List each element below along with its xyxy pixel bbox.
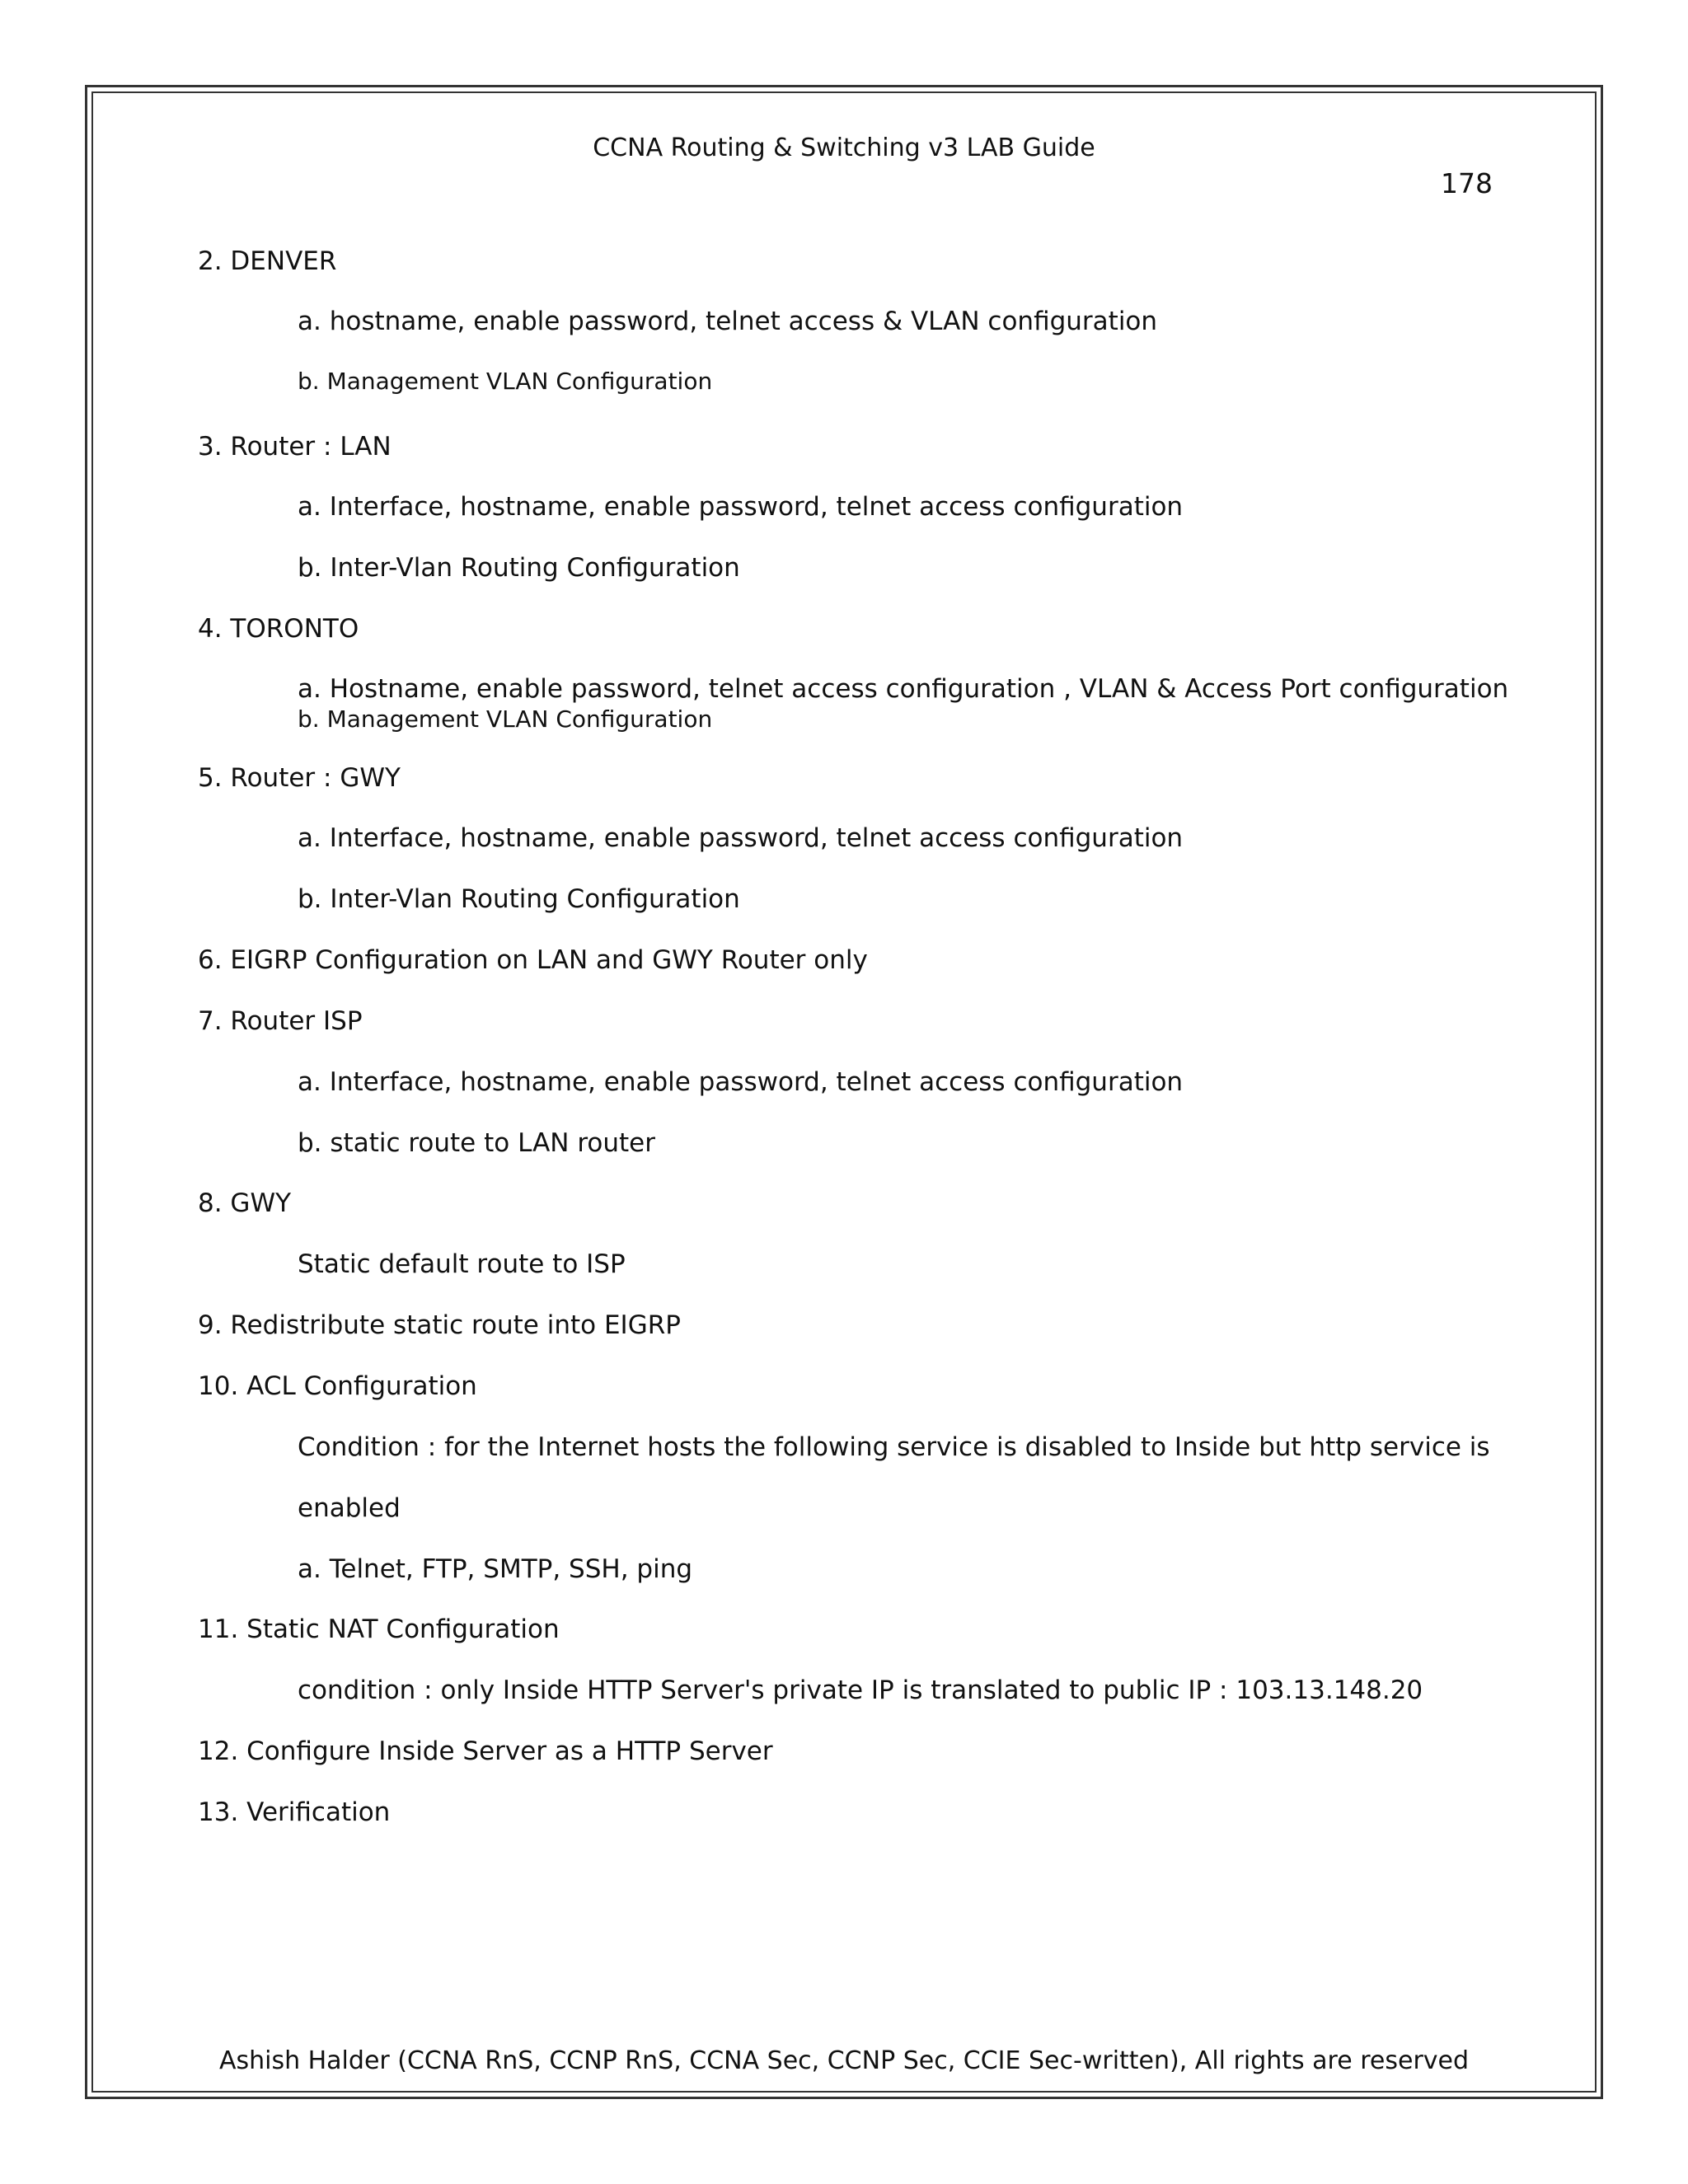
list-item: 10. ACL Configuration <box>198 1371 477 1401</box>
list-subitem: condition : only Inside HTTP Server's private IP is translated to public IP : 103.13.148.20 <box>298 1675 1423 1705</box>
list-subitem: a. Interface, hostname, enable password, telnet access configuration <box>298 823 1184 853</box>
list-item: 7. Router ISP <box>198 1006 363 1036</box>
page-footer: Ashish Halder (CCNA RnS, CCNP RnS, CCNA Sec, CCNP Sec, CCIE Sec-written), All rights are reserved <box>218 2046 1470 2075</box>
list-item: 3. Router : LAN <box>198 432 392 462</box>
list-subitem: a. Telnet, FTP, SMTP, SSH, ping <box>298 1554 693 1584</box>
list-item: 12. Configure Inside Server as a HTTP Server <box>198 1736 773 1766</box>
list-subitem: a. Interface, hostname, enable password, telnet access configuration <box>298 492 1184 522</box>
list-subitem: b. Management VLAN Configuration <box>298 705 713 733</box>
list-subitem: Static default route to ISP <box>298 1249 626 1279</box>
page-header-title: CCNA Routing & Switching v3 LAB Guide <box>593 134 1095 162</box>
list-subitem: a. Hostname, enable password, telnet access configuration , VLAN & Access Port configuration <box>298 674 1509 704</box>
list-subitem: b. Management VLAN Configuration <box>298 368 713 395</box>
list-subitem: b. Inter-Vlan Routing Configuration <box>298 553 740 583</box>
list-subitem: a. Interface, hostname, enable password, telnet access configuration <box>298 1067 1184 1097</box>
list-item: 6. EIGRP Configuration on LAN and GWY Router only <box>198 945 868 975</box>
list-item: 5. Router : GWY <box>198 763 401 793</box>
list-subitem: Condition : for the Internet hosts the following service is disabled to Inside but http service is <box>298 1432 1490 1462</box>
list-item: 11. Static NAT Configuration <box>198 1615 560 1644</box>
list-subitem: a. hostname, enable password, telnet access & VLAN configuration <box>298 307 1158 336</box>
list-item: 4. TORONTO <box>198 614 359 644</box>
page-number: 178 <box>1441 167 1493 199</box>
list-item: 13. Verification <box>198 1797 391 1827</box>
list-subitem: b. Inter-Vlan Routing Configuration <box>298 884 740 914</box>
list-subitem: b. static route to LAN router <box>298 1128 655 1158</box>
list-subitem: enabled <box>298 1493 401 1523</box>
list-item: 2. DENVER <box>198 246 337 276</box>
list-item: 8. GWY <box>198 1188 292 1218</box>
list-item: 9. Redistribute static route into EIGRP <box>198 1310 681 1340</box>
